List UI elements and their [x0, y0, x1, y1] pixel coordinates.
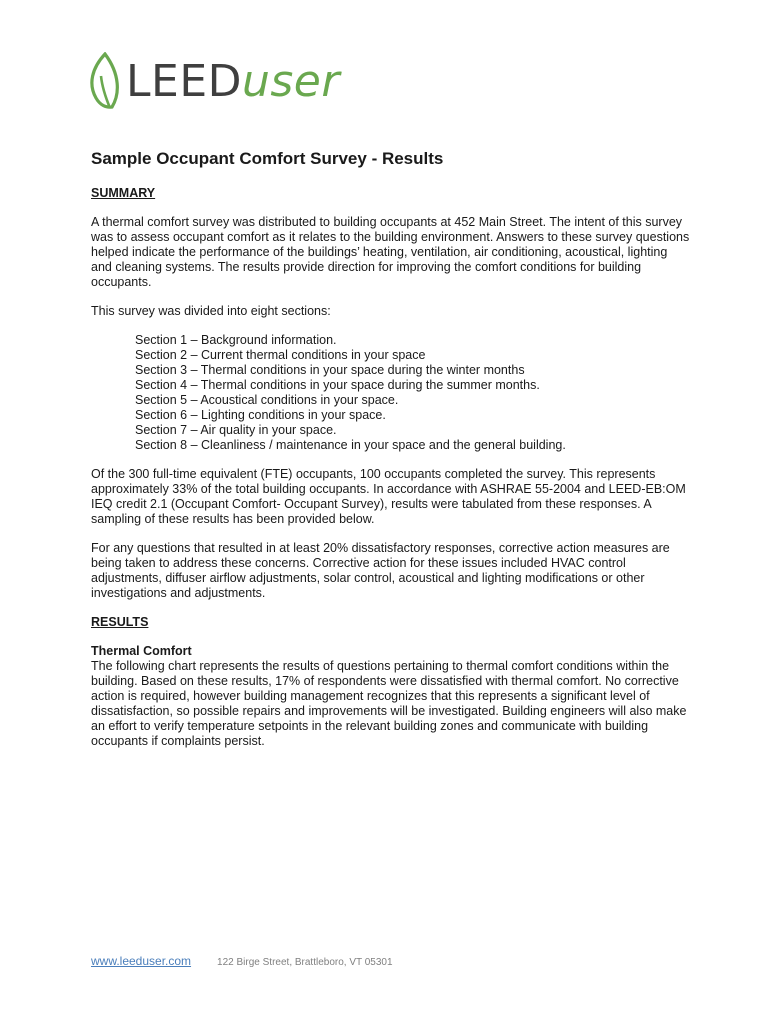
website-link[interactable]: www.leeduser.com	[91, 954, 192, 968]
corrective-paragraph: For any questions that resulted in at least 20% dissatisfactory responses, corrective action measures are being taken to address these concerns. Corrective action for these issues included HVAC control adjustments, diffuser airflow adjustments, solar control, acoustical and lighting modifications or other investigations and adjustments.	[91, 541, 670, 600]
logo-user: user	[242, 56, 340, 107]
results-heading: RESULTS	[91, 615, 149, 629]
thermal-comfort-heading: Thermal Comfort	[91, 644, 192, 658]
section-item: Section 4 – Thermal conditions in your space during the summer months.	[135, 378, 540, 392]
leaf-icon	[88, 52, 122, 112]
section-item: Section 6 – Lighting conditions in your space.	[135, 408, 386, 422]
participation-paragraph: Of the 300 full-time equivalent (FTE) occupants, 100 occupants completed the survey. This represents approximately 33% of the total building occupants. In accordance with ASHRAE 55-2004 and LEED-EB:OM IEQ credit 2.1 (Occupant Comfort- Occupant Survey), results were tabulated from these responses. A sampling of these results has been provided below.	[91, 467, 686, 526]
section-item: Section 3 – Thermal conditions in your space during the winter months	[135, 363, 525, 377]
sections-intro: This survey was divided into eight sections:	[91, 304, 331, 318]
section-item: Section 1 – Background information.	[135, 333, 337, 347]
section-item: Section 5 – Acoustical conditions in your space.	[135, 393, 399, 407]
summary-intro: A thermal comfort survey was distributed to building occupants at 452 Main Street. The intent of this survey was to assess occupant comfort as it relates to the building environment. Answers to these survey questions helped indicate the performance of the buildings’ heating, ventilation, air conditioning, acoustical, lighting and cleaning systems. The results provide direction for improving the comfort conditions for building occupants.	[91, 215, 690, 289]
summary-heading: SUMMARY	[91, 186, 156, 200]
thermal-comfort-paragraph: The following chart represents the results of questions pertaining to thermal comfort conditions within the building. Based on these results, 17% of respondents were dissatisfied with thermal comfort. No corrective action is required, however building management recognizes that this represents a significant level of dissatisfaction, so possible repairs and improvements will be investigated. Building engineers will also make an effort to verify temperature setpoints in the relevant building zones and communicate with building occupants if complaints persist.	[91, 659, 687, 748]
leeduser-logo	[88, 52, 340, 112]
section-item: Section 2 – Current thermal conditions in your space	[135, 348, 426, 362]
section-item: Section 7 – Air quality in your space.	[135, 423, 337, 437]
page-footer	[91, 954, 393, 968]
page-title: Sample Occupant Comfort Survey - Results	[91, 149, 444, 168]
section-item: Section 8 – Cleanliness / maintenance in your space and the general building.	[135, 438, 566, 452]
logo-wordmark	[126, 56, 340, 107]
document-body	[91, 148, 691, 763]
sections-list	[135, 333, 691, 453]
footer-address: 122 Birge Street, Brattleboro, VT 05301	[217, 957, 393, 968]
logo-leed: LEED	[126, 56, 242, 107]
